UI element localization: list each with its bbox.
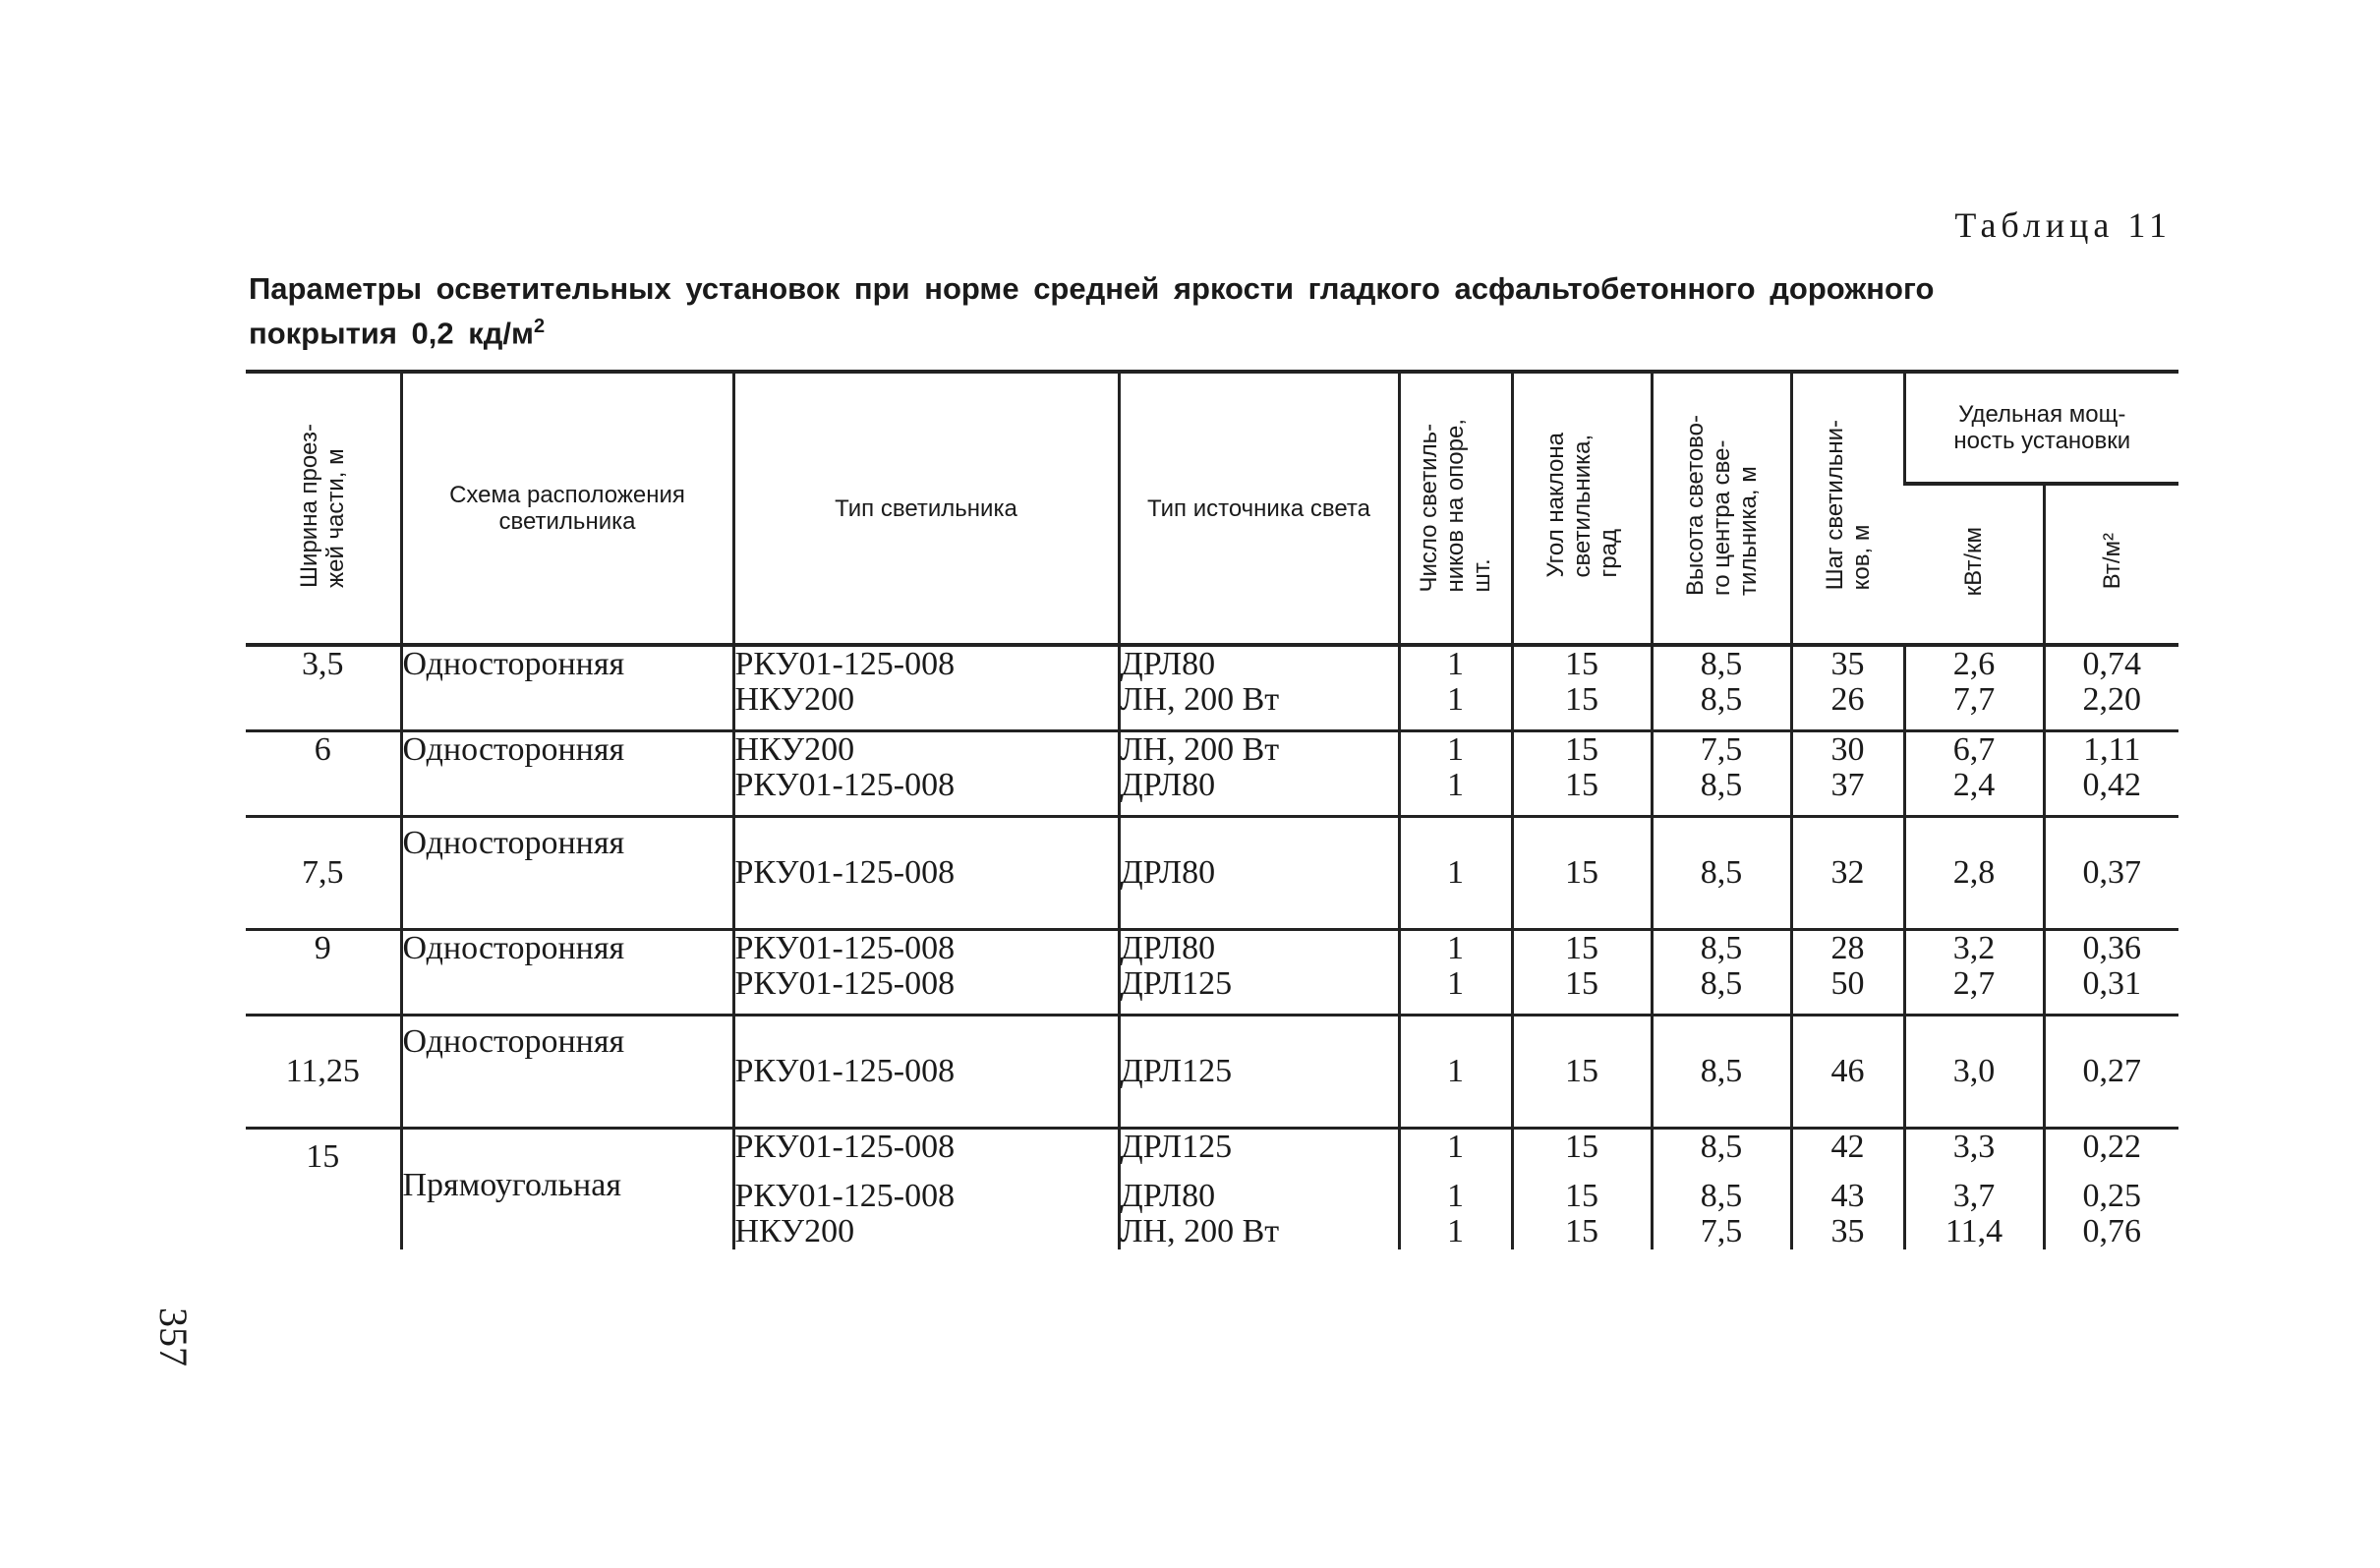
cell-height: 8,5 (1652, 817, 1791, 930)
cell-power-kw: 2,8 (1904, 817, 2044, 930)
cell-scheme: Односторонняя (401, 1016, 733, 1129)
cell-count: 1 1 (1399, 731, 1512, 817)
cell-step: 32 (1791, 817, 1904, 930)
header-source-type: Тип источника света (1119, 372, 1399, 645)
cell-height: 8,5 (1652, 1016, 1791, 1129)
cell-angle: 15 15 (1512, 930, 1652, 1016)
table-caption (249, 270, 2067, 352)
cell-power-wm2: 0,36 0,31 (2044, 930, 2178, 1016)
cell-source: ДРЛ125 ДРЛ80 ЛН, 200 Вт (1119, 1129, 1399, 1250)
cell-power-kw: 2,6 7,7 (1904, 645, 2044, 731)
cell-source: ДРЛ80 ЛН, 200 Вт (1119, 645, 1399, 731)
cell-count: 1 (1399, 817, 1512, 930)
cell-step: 30 37 (1791, 731, 1904, 817)
cell-width: 6 (314, 731, 331, 768)
cell-width: 3,5 (302, 646, 344, 682)
cell-angle: 15 (1512, 1016, 1652, 1129)
table-row (246, 731, 2178, 817)
cell-source: ДРЛ80 (1119, 817, 1399, 930)
page-number: 357 (151, 1307, 196, 1366)
table-row (246, 645, 2178, 731)
cell-power-kw: 6,7 2,4 (1904, 731, 2044, 817)
table-row (246, 930, 2178, 1016)
cell-angle: 15 (1512, 817, 1652, 930)
header-height: Высота светово- го центра све- тильника, м (1652, 372, 1791, 645)
cell-power-wm2: 1,11 0,42 (2044, 731, 2178, 817)
cell-scheme: Прямоугольная (401, 1129, 733, 1250)
header-power-group: Удельная мощ- ность установки (1904, 372, 2178, 484)
cell-power-wm2: 0,27 (2044, 1016, 2178, 1129)
table-row (246, 1129, 2178, 1250)
table-row (246, 1016, 2178, 1129)
header-angle: Угол наклона светильника, град (1512, 372, 1652, 645)
cell-width: 11,25 (285, 1053, 360, 1089)
cell-lamp: РКУ01-125-008 (733, 817, 1119, 930)
cell-lamp: РКУ01-125-008 НКУ200 (733, 645, 1119, 731)
cell-step: 46 (1791, 1016, 1904, 1129)
cell-lamp: НКУ200 РКУ01-125-008 (733, 731, 1119, 817)
cell-width: 7,5 (302, 854, 344, 891)
cell-step: 28 50 (1791, 930, 1904, 1016)
cell-scheme: Односторонняя (401, 731, 733, 817)
cell-width: 15 (306, 1138, 340, 1175)
cell-height: 8,5 8,5 (1652, 645, 1791, 731)
header-scheme: Схема расположения светильника (401, 372, 733, 645)
cell-height: 7,5 8,5 (1652, 731, 1791, 817)
cell-lamp: РКУ01-125-008 РКУ01-125-008 НКУ200 (733, 1129, 1119, 1250)
cell-angle: 15 15 (1512, 731, 1652, 817)
table-label: Таблица 11 (1954, 205, 2172, 245)
cell-angle: 15 15 15 (1512, 1129, 1652, 1250)
cell-scheme: Односторонняя (401, 930, 733, 1016)
header-power-kw: кВт/км (1959, 526, 1987, 597)
table-row (246, 817, 2178, 930)
cell-step: 42 43 35 (1791, 1129, 1904, 1250)
cell-power-wm2: 0,74 2,20 (2044, 645, 2178, 731)
cell-power-kw: 3,0 (1904, 1016, 2044, 1129)
cell-angle: 15 15 (1512, 645, 1652, 731)
cell-height: 8,5 8,5 (1652, 930, 1791, 1016)
cell-lamp: РКУ01-125-008 (733, 1016, 1119, 1129)
cell-count: 1 1 (1399, 645, 1512, 731)
cell-count: 1 (1399, 1016, 1512, 1129)
header-lamp-type: Тип светильника (733, 372, 1119, 645)
cell-source: ЛН, 200 Вт ДРЛ80 (1119, 731, 1399, 817)
cell-scheme: Односторонняя (401, 817, 733, 930)
cell-height: 8,5 8,5 7,5 (1652, 1129, 1791, 1250)
header-power-wm2: Вт/м² (2044, 484, 2178, 645)
cell-step: 35 26 (1791, 645, 1904, 731)
cell-power-kw: 3,2 2,7 (1904, 930, 2044, 1016)
lighting-parameters-table (246, 370, 2178, 1249)
caption-text: Параметры осветительных установок при норме средней яркости гладкого асфальтобетонного дорожного покрытия 0,2 кд/м (249, 271, 1935, 351)
cell-power-wm2: 0,22 0,25 0,76 (2044, 1129, 2178, 1250)
cell-source: ДРЛ125 (1119, 1016, 1399, 1129)
header-step: Шаг светильни- ков, м (1791, 372, 1904, 645)
cell-count: 1 1 (1399, 930, 1512, 1016)
cell-power-kw: 3,3 3,7 11,4 (1904, 1129, 2044, 1250)
cell-scheme: Односторонняя (401, 645, 733, 731)
cell-source: ДРЛ80 ДРЛ125 (1119, 930, 1399, 1016)
header-count: Число светиль- ников на опоре, шт. (1399, 372, 1512, 645)
cell-power-wm2: 0,37 (2044, 817, 2178, 930)
caption-superscript: 2 (533, 316, 546, 337)
cell-lamp: РКУ01-125-008 РКУ01-125-008 (733, 930, 1119, 1016)
table-header (246, 372, 2178, 645)
header-width: Ширина проез- жей части, м (246, 372, 401, 645)
cell-width: 9 (314, 930, 331, 966)
cell-count: 1 1 1 (1399, 1129, 1512, 1250)
